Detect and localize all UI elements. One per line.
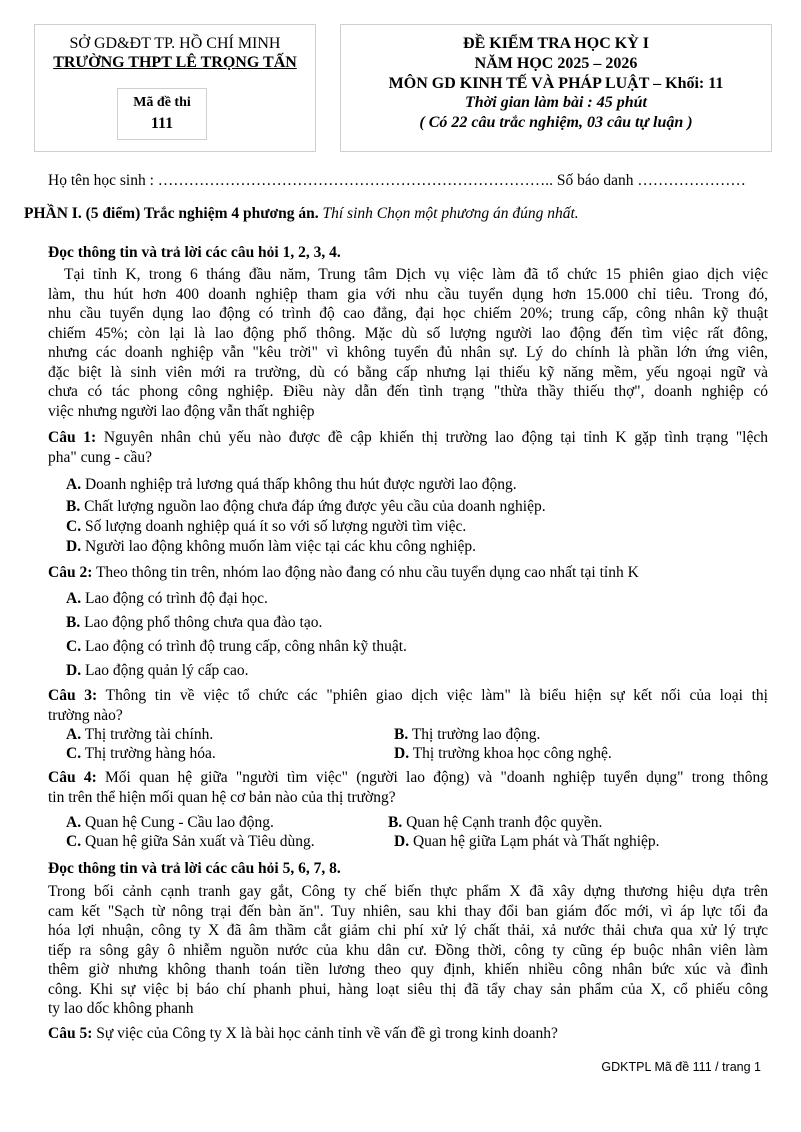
passage-line: nhu cầu tuyển dụng lao động có trình độ cao đẳng, đại học chiếm 20%; trung cấp, công nhân kỹ thuật xyxy=(48,305,768,322)
time-allowed: Thời gian làm bài : 45 phút xyxy=(465,94,647,111)
option-letter: A. xyxy=(66,476,82,493)
question-text: Thông tin về việc tổ chức các "phiên giao dịch việc làm" là biểu hiện sự kết nối của loại thị xyxy=(97,687,768,704)
reading-two-passage xyxy=(48,882,768,1019)
option-letter: B. xyxy=(394,726,409,743)
passage-line: thêm giờ nhưng không thanh toán tiền lương theo quy định, khiến nhiều công nhân bức xúc và đình xyxy=(48,961,768,978)
passage-line: Trong bối cảnh cạnh tranh gay gắt, Công ty chế biến thực phẩm X đã xây dựng thương hiệu dựa trên xyxy=(48,883,768,900)
option-text: Lao động có trình độ trung cấp, công nhân kỹ thuật. xyxy=(84,638,407,655)
option-letter: B. xyxy=(66,498,81,515)
department-name: SỞ GD&ĐT TP. HỒ CHÍ MINH xyxy=(69,35,281,52)
option-letter: D. xyxy=(66,662,82,679)
exam-title: ĐỀ KIỂM TRA HỌC KỲ I xyxy=(463,35,649,52)
q1-option-c[interactable] xyxy=(66,518,466,536)
option-letter: B. xyxy=(66,614,81,631)
option-text: Lao động có trình độ đại học. xyxy=(84,590,268,607)
option-letter: A. xyxy=(66,590,82,607)
option-text: Người lao động không muốn làm việc tại các khu công nghiệp. xyxy=(84,538,477,555)
reading-one-passage xyxy=(48,265,768,421)
q2-option-b[interactable] xyxy=(66,614,322,632)
option-letter: D. xyxy=(394,833,410,850)
q4-option-a[interactable] xyxy=(66,814,274,832)
q3-option-d[interactable] xyxy=(394,745,612,763)
passage-line: làm, thu hút hơn 400 doanh nghiệp tham gia với nhu cầu tuyển dụng hơn 15.000 chỉ tiêu. Trong đó, xyxy=(48,285,768,303)
question-2 xyxy=(48,563,768,583)
exam-code-label: Mã đề thi xyxy=(133,95,191,110)
question-label: Câu 3: xyxy=(48,687,98,704)
passage-line: đặc biệt là sinh viên mới ra trường, dù có bằng cấp nhưng lại thiếu kỹ năng mềm, yếu ngoại ngữ và xyxy=(48,363,768,381)
option-text: Quan hệ Cạnh tranh độc quyền. xyxy=(406,814,603,831)
question-text: Nguyên nhân chủ yếu nào được đề cập khiến thị trường lao động tại tỉnh K gặp tình trạng "lệch xyxy=(96,429,768,446)
q4-option-b[interactable] xyxy=(388,814,602,832)
option-letter: C. xyxy=(66,745,82,762)
passage-line: công. Khi sự việc bị báo chí phanh phui, hàng loạt siêu thị đã tẩy chay sản phẩm của X, cổ phiếu công xyxy=(48,980,768,998)
part-one-instruction: Thí sinh Chọn một phương án đúng nhất. xyxy=(318,205,579,222)
q1-option-b[interactable] xyxy=(66,498,546,516)
option-text: Thị trường khoa học công nghệ. xyxy=(412,745,612,762)
question-text: Sự việc của Công ty X là bài học cảnh tỉnh về vấn đề gì trong kinh doanh? xyxy=(92,1025,558,1042)
passage-line: Tại tỉnh K, trong 6 tháng đầu năm, Trung tâm Dịch vụ việc làm đã tổ chức 15 phiên giao dịch việc xyxy=(64,266,768,283)
question-count: ( Có 22 câu trắc nghiệm, 03 câu tự luận ) xyxy=(419,114,693,131)
option-text: Thị trường tài chính. xyxy=(84,726,214,743)
subject-line: MÔN GD KINH TẾ VÀ PHÁP LUẬT – Khối: 11 xyxy=(388,75,724,92)
option-text: Quan hệ Cung - Cầu lao động. xyxy=(84,814,274,831)
option-text: Lao động phổ thông chưa qua đào tạo. xyxy=(84,614,323,631)
part-one-title: PHẦN I. (5 điểm) Trắc nghiệm 4 phương án. xyxy=(24,205,319,222)
q1-option-a[interactable] xyxy=(66,476,517,494)
student-info-line: Họ tên học sinh : ………………………………………………………………….. Số báo danh ………………… xyxy=(48,172,746,189)
option-letter: C. xyxy=(66,833,82,850)
part-one-heading xyxy=(24,205,579,223)
question-5 xyxy=(48,1024,768,1044)
question-label: Câu 2: xyxy=(48,564,93,581)
q3-option-c[interactable] xyxy=(66,745,216,763)
q2-option-a[interactable] xyxy=(66,590,268,608)
option-text: Chất lượng nguồn lao động chưa đáp ứng được yêu cầu của doanh nghiệp. xyxy=(84,498,546,515)
exam-code-value: 111 xyxy=(150,115,174,132)
q3-option-a[interactable] xyxy=(66,726,213,744)
option-letter: D. xyxy=(394,745,410,762)
passage-line: hóa lợi nhuận, công ty X đã âm thầm cắt giảm chi phí xử lý chất thải, xả nước thải chưa qua xử lý trực xyxy=(48,922,768,939)
option-letter: C. xyxy=(66,638,82,655)
q4-option-c[interactable] xyxy=(66,833,315,851)
question-3 xyxy=(48,686,768,725)
question-text-cont: pha" cung - cầu? xyxy=(48,448,153,466)
question-4 xyxy=(48,768,768,807)
option-text: Doanh nghiệp trả lương quá thấp không thu hút được người lao động. xyxy=(84,476,517,493)
option-text: Lao động quản lý cấp cao. xyxy=(84,662,249,679)
option-letter: A. xyxy=(66,726,82,743)
question-text: Mối quan hệ giữa "người tìm việc" (người lao động) và "doanh nghiệp tuyển dụng" trong thông xyxy=(96,769,768,786)
passage-line: cam kết "Sạch từ nông trại đến bàn ăn". Tuy nhiên, sau khi thay đổi ban giám đốc mới, vì áp lực tối đa xyxy=(48,902,768,920)
option-letter: C. xyxy=(66,518,82,535)
q2-option-d[interactable] xyxy=(66,662,249,680)
school-year: NĂM HỌC 2025 – 2026 xyxy=(474,55,638,72)
reading-two-heading: Đọc thông tin và trả lời các câu hỏi 5, 6, 7, 8. xyxy=(48,860,341,877)
q3-option-b[interactable] xyxy=(394,726,540,744)
passage-line: nhưng các doanh nghiệp vẫn "kêu trời" vì không tuyển đủ nhân sự. Lý do chính là phần lớn ứng viên, xyxy=(48,344,768,361)
option-letter: D. xyxy=(66,538,82,555)
option-text: Số lượng doanh nghiệp quá ít so với số lượng người tìm việc. xyxy=(84,518,467,535)
question-text-cont: tin trên thể hiện mối quan hệ cơ bản nào của thị trường? xyxy=(48,788,396,806)
reading-one-heading: Đọc thông tin và trả lời các câu hỏi 1, 2, 3, 4. xyxy=(48,244,341,261)
question-1 xyxy=(48,428,768,467)
q4-option-d[interactable] xyxy=(394,833,660,851)
question-label: Câu 1: xyxy=(48,429,97,446)
question-label: Câu 4: xyxy=(48,769,97,786)
option-text: Thị trường lao động. xyxy=(411,726,541,743)
page-footer: GDKTPL Mã đề 111 / trang 1 xyxy=(601,1060,761,1074)
option-letter: B. xyxy=(388,814,403,831)
passage-line: chiếm 45%; còn lại là lao động phổ thông. Mặc dù số lượng người lao động đến tìm việc rất đông, xyxy=(48,324,768,342)
school-name: TRƯỜNG THPT LÊ TRỌNG TẤN xyxy=(53,54,297,71)
question-label: Câu 5: xyxy=(48,1025,93,1042)
q2-option-c[interactable] xyxy=(66,638,407,656)
passage-line: việc nhưng người lao động vẫn thất nghiệp xyxy=(48,402,315,420)
option-letter: A. xyxy=(66,814,82,831)
passage-line: ty lao dốc không phanh xyxy=(48,1000,194,1017)
option-text: Thị trường hàng hóa. xyxy=(84,745,216,762)
question-text-cont: trường nào? xyxy=(48,706,123,724)
question-text: Theo thông tin trên, nhóm lao động nào đang có nhu cầu tuyển dụng cao nhất tại tỉnh K xyxy=(92,564,639,581)
option-text: Quan hệ giữa Lạm phát và Thất nghiệp. xyxy=(412,833,660,850)
passage-line: tiếp ra sông gây ô nhiễm nguồn nước của khu dân cư. Đồng thời, công ty cũng ép buộc nhân viên làm xyxy=(48,941,768,959)
passage-line: chưa có tác phong công nghiệp. Điều này dẫn đến tình trạng "thừa thầy thiếu thợ", doanh nghiệp có xyxy=(48,383,768,400)
option-text: Quan hệ giữa Sản xuất và Tiêu dùng. xyxy=(84,833,315,850)
q1-option-d[interactable] xyxy=(66,538,476,556)
